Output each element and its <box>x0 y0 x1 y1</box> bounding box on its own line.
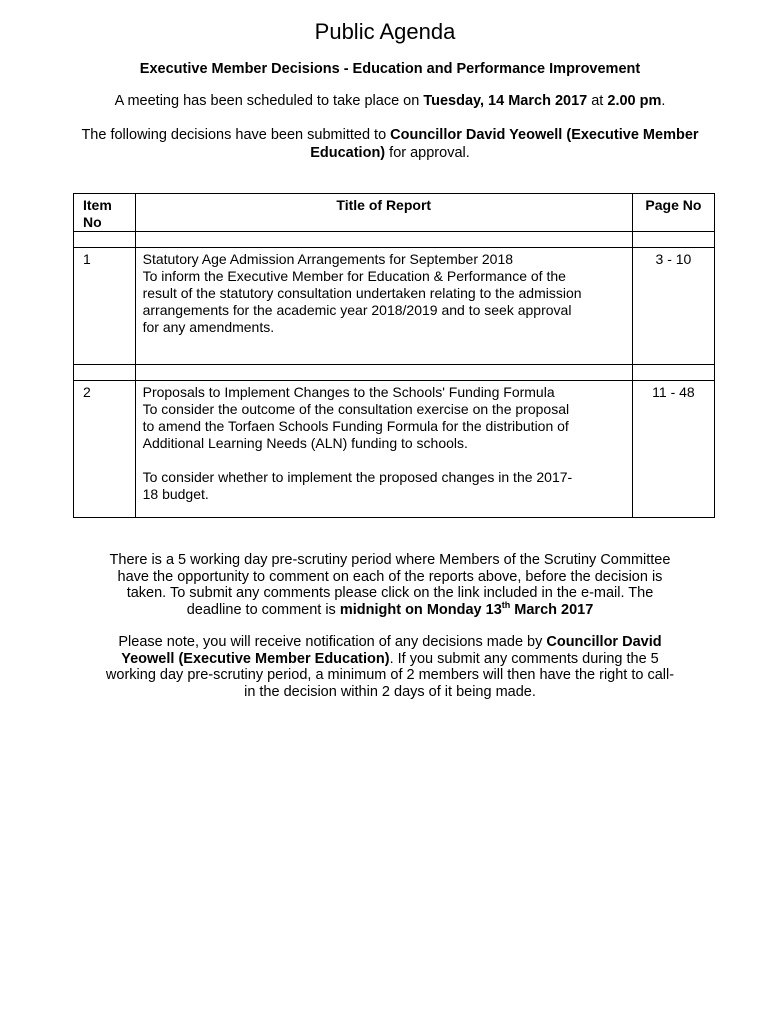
meeting-statement <box>0 92 770 110</box>
report-text-line: To consider whether to implement the proposed changes in the 2017- <box>142 469 573 485</box>
meeting-suffix: . <box>661 93 666 109</box>
decisions-prefix: The following decisions have been submitted to <box>81 127 391 143</box>
pre-scrutiny-notice <box>80 552 700 618</box>
notice-line: There is a 5 working day pre-scrutiny period where Members of the Scrutiny Committee <box>109 552 671 568</box>
header-item-label: Item <box>83 197 112 213</box>
report-description <box>135 248 632 365</box>
decisions-statement <box>75 126 705 162</box>
decisions-member: Councillor David Yeowell (Executive Member Education) <box>310 127 699 161</box>
item-number: 2 <box>74 381 136 518</box>
notice-line: taken. To submit any comments please click on the link included in the e-mail. The <box>126 585 654 601</box>
page-title: Public Agenda <box>314 19 456 44</box>
note-line: working day pre-scrutiny period, a minimum of 2 members will then have the right to call- <box>105 667 675 683</box>
header-item-no <box>74 194 136 232</box>
notice-line: have the opportunity to comment on each of the reports above, before the decision is <box>117 568 663 585</box>
page-subtitle: Executive Member Decisions - Education and Performance Improvement <box>139 61 641 77</box>
report-text-line: 18 budget. <box>142 486 209 502</box>
report-text-line: for any amendments. <box>142 319 275 335</box>
table-spacer-row <box>74 365 715 381</box>
meeting-prefix: A meeting has been scheduled to take place on <box>114 93 424 109</box>
header-title-of-report: Title of Report <box>135 194 632 232</box>
page-range: 3 - 10 <box>632 248 714 365</box>
deadline-prefix: deadline to comment is <box>186 601 340 618</box>
note-member-role: Yeowell (Executive Member Education) <box>121 650 390 667</box>
item-number: 1 <box>74 248 136 365</box>
deadline-date: midnight on Monday 13th March 2017 <box>339 599 594 618</box>
header-no-label: No <box>83 214 102 230</box>
note-line: in the decision within 2 days of it being made. <box>244 683 536 700</box>
table-row <box>74 248 715 365</box>
table-row <box>74 381 715 518</box>
note-councillor: Councillor David <box>546 634 662 650</box>
table-spacer-row <box>74 232 715 248</box>
notice-line <box>80 599 700 619</box>
decisions-suffix: for approval. <box>385 145 470 161</box>
report-text-line: result of the statutory consultation undertaken relating to the admission <box>142 285 582 301</box>
report-title-line: Statutory Age Admission Arrangements for September 2018 <box>142 251 514 267</box>
report-text-line: To inform the Executive Member for Education & Performance of the <box>142 268 566 284</box>
note-line: Please note, you will receive notification of any decisions made by Councillor David <box>118 634 662 650</box>
meeting-date: Tuesday, 14 March 2017 <box>423 93 588 109</box>
report-title-line: Proposals to Implement Changes to the Schools' Funding Formula <box>142 384 555 400</box>
page-range: 11 - 48 <box>632 381 714 518</box>
deadline-ordinal: th <box>501 599 511 610</box>
meeting-at: at <box>587 93 608 109</box>
note-line: Yeowell (Executive Member Education). If you submit any comments during the 5 <box>121 650 659 667</box>
report-description <box>135 381 632 518</box>
report-text-line: arrangements for the academic year 2018/2019 and to seek approval <box>142 302 572 318</box>
header-page-no: Page No <box>632 194 714 232</box>
report-text-line: Additional Learning Needs (ALN) funding to schools. <box>142 435 468 451</box>
table-header-row <box>74 194 715 232</box>
meeting-time: 2.00 pm <box>607 93 662 109</box>
notification-note <box>78 634 702 700</box>
report-text-line: To consider the outcome of the consultation exercise on the proposal <box>142 401 570 417</box>
report-text-line: to amend the Torfaen Schools Funding Formula for the distribution of <box>142 418 569 434</box>
agenda-table <box>73 193 715 518</box>
